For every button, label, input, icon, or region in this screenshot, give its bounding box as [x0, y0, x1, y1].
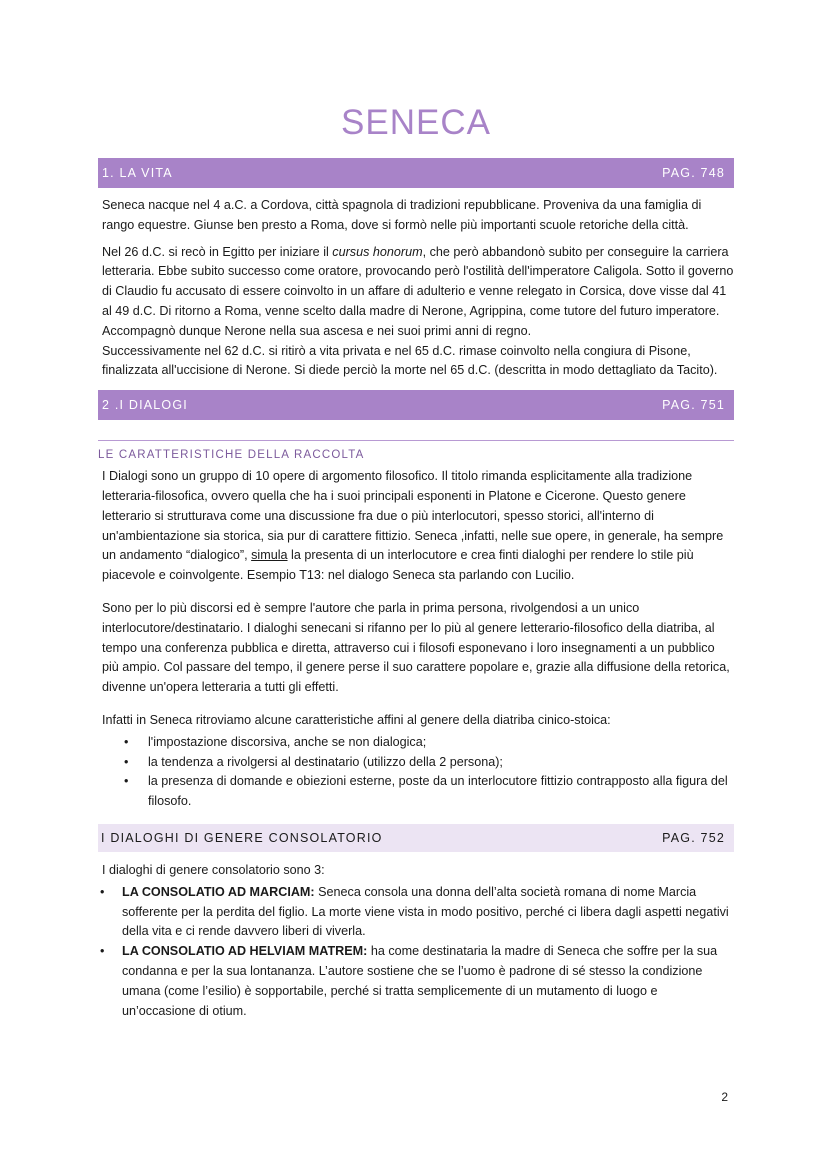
list-item: • la presenza di domande e obiezioni esterne, poste da un interlocutore fittizio contrapposto alla figura del filosofo. [98, 772, 734, 812]
paragraph: Infatti in Seneca ritroviamo alcune caratteristiche affini al genere della diatriba cinico-stoica: [102, 712, 611, 727]
list-item: • l'impostazione discorsiva, anche se non dialogica; [98, 733, 734, 753]
section-heading: I DIALOGHI DI GENERE CONSOLATORIO [101, 830, 383, 845]
page-number: 2 [721, 1090, 728, 1104]
list-item: • la tendenza a rivolgersi al destinatario (utilizzo della 2 persona); [98, 753, 734, 773]
list-item: • LA CONSOLATIO AD MARCIAM: Seneca consola una donna dell’alta società romana di nome Marcia sofferente per la perdita del figlio. La morte viene vista in modo positivo, perché ci libera dagli aspetti negativi della vita e ci rende davvero liberi di viverla. [98, 883, 734, 942]
bullet-list [98, 883, 734, 1022]
section-page-ref: PAG. 751 [662, 398, 725, 413]
item-title: LA CONSOLATIO AD HELVIAM MATREM: [122, 944, 368, 959]
document-title: SENECA [341, 103, 491, 142]
section-page-ref: PAG. 752 [662, 830, 725, 845]
document-page [98, 0, 734, 1021]
paragraph: Accompagnò dunque Nerone nella sua ascesa e nei suoi primi anni di regno. [102, 323, 532, 338]
section-heading: 2 .I DIALOGI [102, 398, 188, 413]
paragraph: Sono per lo più discorsi ed è sempre l'autore che parla in prima persona, rivolgendosi a un unico interlocutore/destinatario. I dialoghi senecani si rifanno per lo più al genere letterario-filosofico della diatriba, al tempo una conferenza pubblica e diretta, attraverso cui i filosofi esponevano i loro insegnamenti a un pubblico più ampio. Col passare del tempo, il genere perse il suo carattere popolare e, grazie alla diffusione della retorica, divenne un'opera letteraria a tutti gli effetti. [102, 600, 730, 695]
italic-term: cursus honorum [332, 244, 423, 259]
section-header-dialoghi [98, 390, 734, 420]
item-title: LA CONSOLATIO AD MARCIAM: [122, 884, 315, 899]
section-page-ref: PAG. 748 [662, 166, 725, 180]
list-item: • LA CONSOLATIO AD HELVIAM MATREM: ha come destinataria la madre di Seneca che soffre per la sua condanna e per la sua lontananza. L’autore sostiene che se l’uomo è padrone di sé stesso la condizione umana (come l’esilio) è sopportabile, perché si tratta semplicemente di un mutamento di luogo e un’occasione di otium. [98, 942, 734, 1021]
underlined-term: simula [251, 548, 288, 563]
subsection-heading: LE CARATTERISTICHE DELLA RACCOLTA [98, 440, 734, 461]
bullet-list [98, 733, 734, 812]
paragraph: Seneca nacque nel 4 a.C. a Cordova, città spagnola di tradizioni repubblicane. Proveniva da una famiglia di rango equestre. Giunse ben presto a Roma, dove si formò nelle più importanti scuole retoriche della città. [102, 198, 702, 232]
paragraph: I dialoghi di genere consolatorio sono 3: [102, 862, 325, 877]
section-header-vita [98, 158, 734, 188]
paragraph: Successivamente nel 62 d.C. si ritirò a vita privata e nel 65 d.C. rimase coinvolto nella congiura di Pisone, finalizzata all'uccisione di Nerone. Si diede perciò la morte nel 65 d.C. (descritta in modo dettagliato da Tacito). [102, 343, 718, 378]
section-header-consolatorio [98, 824, 734, 852]
section-heading: 1. LA VITA [102, 166, 173, 180]
paragraph: Nel 26 d.C. si recò in Egitto per iniziare il cursus honorum, che però abbandonò subito per conseguire la carriera letteraria. Ebbe subito successo come oratore, provocando però l'ostilità dell'imperatore Caligola. Sotto il governo di Claudio fu accusato di essere coinvolto in un affare di adulterio e venne relegato in Corsica, dove visse dal 41 al 49 d.C. Di ritorno a Roma, venne scelto dalla madre di Nerone, Agrippina, come tutore del futuro imperatore. [102, 244, 734, 318]
paragraph: I Dialogi sono un gruppo di 10 opere di argomento filosofico. Il titolo rimanda esplicitamente alla tradizione letteraria-filosofica, ovvero quella che ha i suoi principali esponenti in Platone e Cicerone. Questo genere letterario si strutturava come una discussione fra due o più interlocutori, spesso storici, all'interno di un'ambientazione sia storica, sia pur di carattere fittizio. Seneca ,infatti, nelle sue opere, in generale, ha sempre un andamento “dialogico”, simula la presenta di un interlocutore e crea finti dialoghi per rendere lo stile più piacevole e coinvolgente. Esempio T13: nel dialogo Seneca sta parlando con Lucilio. [102, 469, 724, 583]
